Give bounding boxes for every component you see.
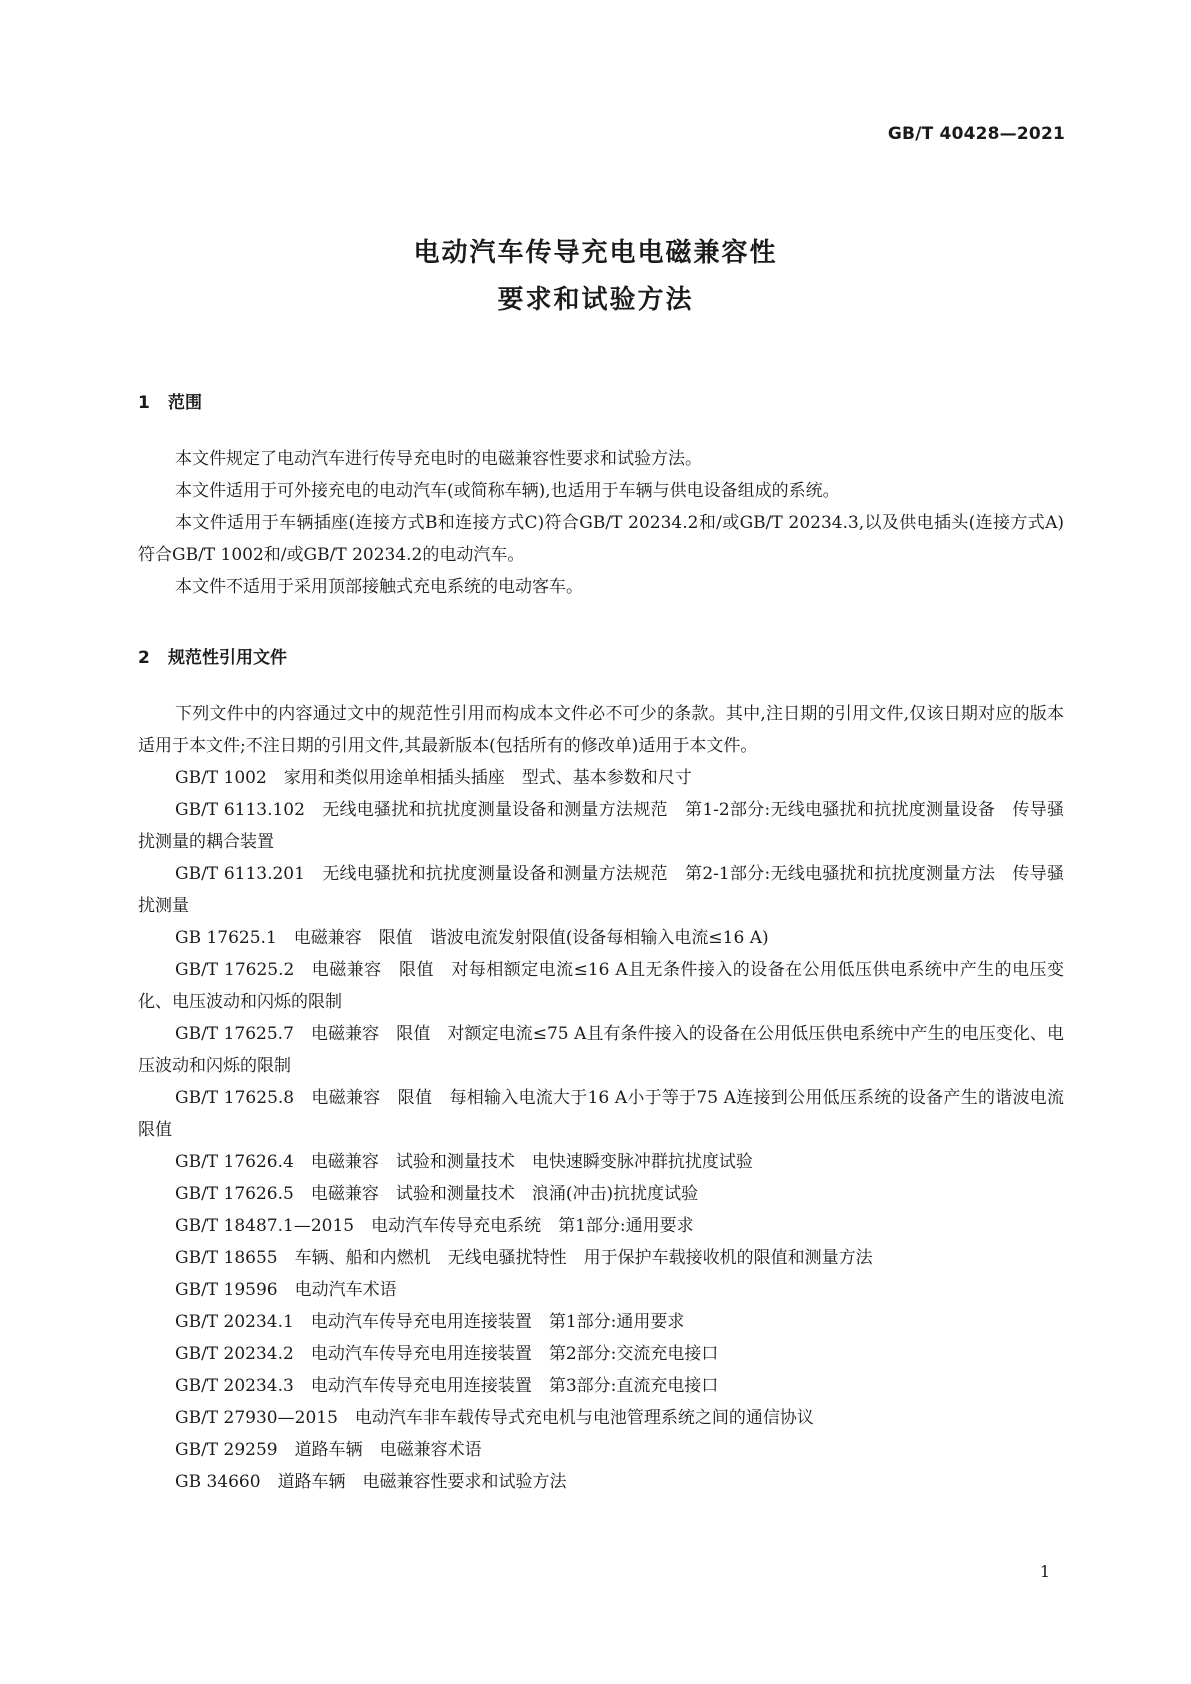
reference-list (138, 762, 1064, 1498)
document-title-line1: 电动汽车传导充电电磁兼容性 (413, 238, 778, 268)
reference-code: GB/T 20234.1 (175, 1312, 294, 1332)
reference-title: 电动汽车术语 (294, 1280, 397, 1300)
reference-item (138, 794, 1064, 858)
reference-code: GB/T 17625.7 (175, 1024, 294, 1044)
document-title-line2: 要求和试验方法 (497, 285, 694, 315)
reference-item (138, 1210, 1064, 1242)
reference-item (138, 954, 1064, 1018)
reference-code: GB/T 6113.102 (175, 800, 305, 820)
reference-code: GB/T 18487.1—2015 (175, 1216, 355, 1236)
reference-item (138, 1178, 1064, 1210)
reference-item (138, 1018, 1064, 1082)
reference-title: 无线电骚扰和抗扰度测量设备和测量方法规范 第1-2部分:无线电骚扰和抗扰度测量设备 传导骚扰测量的耦合装置 (138, 800, 1064, 852)
section-1-body (138, 443, 1064, 603)
reference-code: GB 34660 (175, 1472, 261, 1492)
reference-title: 电动汽车传导充电用连接装置 第2部分:交流充电接口 (310, 1344, 719, 1364)
reference-code: GB/T 29259 (175, 1440, 278, 1460)
reference-code: GB/T 17625.2 (175, 960, 295, 980)
reference-code: GB/T 6113.201 (175, 864, 305, 884)
reference-item (138, 1466, 1064, 1498)
reference-code: GB/T 20234.3 (175, 1376, 294, 1396)
reference-code: GB 17625.1 (175, 928, 277, 948)
reference-item (138, 1274, 1064, 1306)
reference-title: 电动汽车非车载传导式充电机与电池管理系统之间的通信协议 (354, 1408, 814, 1428)
reference-code: GB/T 1002 (175, 768, 267, 788)
reference-code: GB/T 18655 (175, 1248, 278, 1268)
reference-code: GB/T 19596 (175, 1280, 278, 1300)
section-1-heading (138, 388, 202, 413)
reference-title: 电动汽车传导充电用连接装置 第1部分:通用要求 (310, 1312, 685, 1332)
reference-item (138, 1338, 1064, 1370)
section-2-heading (138, 643, 287, 668)
section-1-title: 范围 (168, 393, 202, 413)
reference-title: 电磁兼容 限值 谐波电流发射限值(设备每相输入电流≤16 A) (293, 928, 769, 948)
reference-title: 车辆、船和内燃机 无线电骚扰特性 用于保护车载接收机的限值和测量方法 (294, 1248, 873, 1268)
standard-code: GB/T 40428—2021 (887, 124, 1065, 144)
reference-code: GB/T 17626.4 (175, 1152, 294, 1172)
reference-title: 电磁兼容 限值 对额定电流≤75 A且有条件接入的设备在公用低压供电系统中产生的电压变化、电压波动和闪烁的限制 (138, 1024, 1064, 1076)
scope-paragraph: 本文件不适用于采用顶部接触式充电系统的电动客车。 (175, 577, 583, 597)
reference-item (138, 1370, 1064, 1402)
reference-title: 电动汽车传导充电系统 第1部分:通用要求 (371, 1216, 694, 1236)
section-1-number: 1 (138, 393, 150, 413)
reference-code: GB/T 17625.8 (175, 1088, 295, 1108)
reference-title: 电磁兼容 限值 每相输入电流大于16 A小于等于75 A连接到公用低压系统的设备产生的谐波电流限值 (138, 1088, 1065, 1140)
reference-item (138, 858, 1064, 922)
reference-item (138, 1242, 1064, 1274)
reference-code: GB/T 17626.5 (175, 1184, 294, 1204)
reference-item (138, 1082, 1064, 1146)
reference-title: 电动汽车传导充电用连接装置 第3部分:直流充电接口 (310, 1376, 719, 1396)
reference-title: 家用和类似用途单相插头插座 型式、基本参数和尺寸 (283, 768, 692, 788)
reference-item (138, 922, 1064, 954)
section-2-body (138, 698, 1064, 1498)
reference-title: 电磁兼容 限值 对每相额定电流≤16 A且无条件接入的设备在公用低压供电系统中产生的电压变化、电压波动和闪烁的限制 (138, 960, 1065, 1012)
section-2-number: 2 (138, 648, 150, 668)
section-2-title: 规范性引用文件 (168, 648, 287, 668)
reference-title: 电磁兼容 试验和测量技术 电快速瞬变脉冲群抗扰度试验 (310, 1152, 753, 1172)
reference-item (138, 762, 1064, 794)
scope-paragraph: 本文件适用于可外接充电的电动汽车(或简称车辆),也适用于车辆与供电设备组成的系统。 (175, 481, 840, 501)
reference-code: GB/T 27930—2015 (175, 1408, 338, 1428)
reference-code: GB/T 20234.2 (175, 1344, 294, 1364)
reference-item (138, 1306, 1064, 1338)
page-number: 1 (1039, 1562, 1050, 1581)
reference-title: 道路车辆 电磁兼容性要求和试验方法 (277, 1472, 567, 1492)
reference-title: 电磁兼容 试验和测量技术 浪涌(冲击)抗扰度试验 (310, 1184, 699, 1204)
scope-paragraph: 本文件规定了电动汽车进行传导充电时的电磁兼容性要求和试验方法。 (175, 449, 702, 469)
reference-title: 道路车辆 电磁兼容术语 (294, 1440, 482, 1460)
reference-item (138, 1146, 1064, 1178)
reference-item (138, 1402, 1064, 1434)
reference-item (138, 1434, 1064, 1466)
references-intro: 下列文件中的内容通过文中的规范性引用而构成本文件必不可少的条款。其中,注日期的引用文件,仅该日期对应的版本适用于本文件;不注日期的引用文件,其最新版本(包括所有的修改单)适用于本文件。 (138, 704, 1064, 756)
scope-paragraph: 本文件适用于车辆插座(连接方式B和连接方式C)符合GB/T 20234.2和/或GB/T 20234.3,以及供电插头(连接方式A)符合GB/T 1002和/或GB/T 20234.2的电动汽车。 (138, 513, 1064, 565)
reference-title: 无线电骚扰和抗扰度测量设备和测量方法规范 第2-1部分:无线电骚扰和抗扰度测量方法 传导骚扰测量 (138, 864, 1064, 916)
